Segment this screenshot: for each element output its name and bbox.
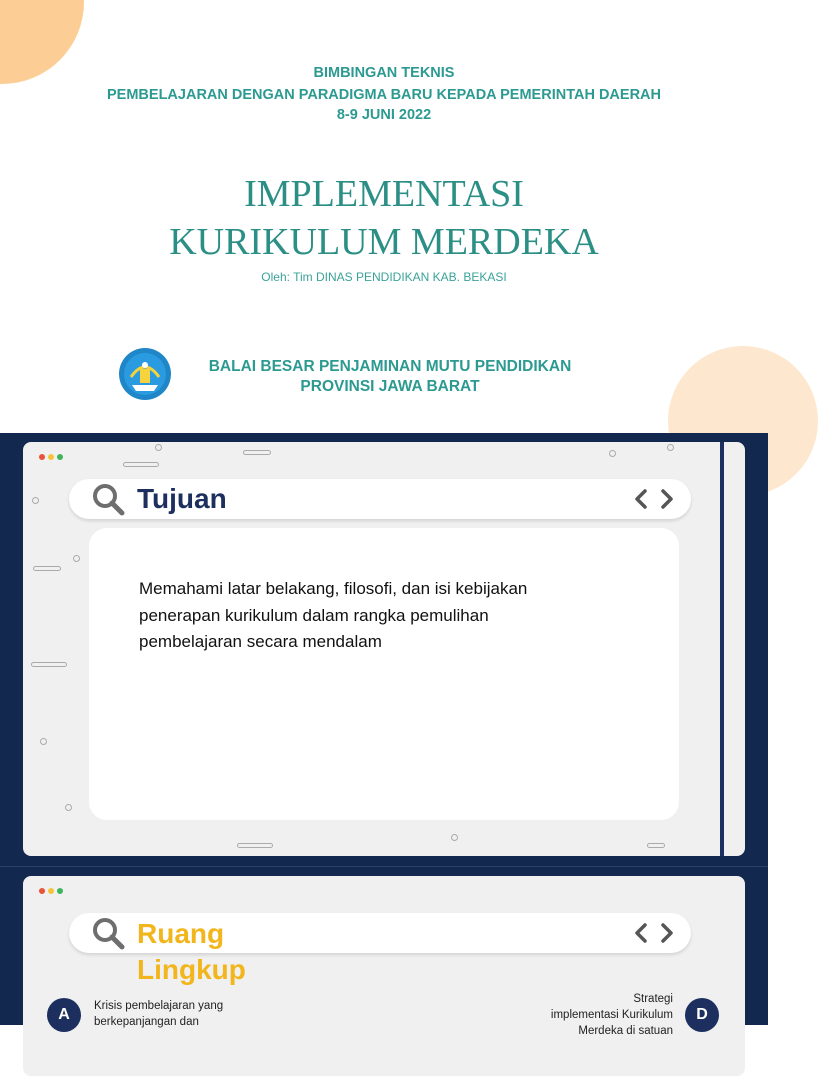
content-card [89,528,679,820]
scope-item-d-line3: Merdeka di satuan [578,1025,673,1037]
header-event-topic: PEMBELAJARAN DENGAN PARADIGMA BARU KEPADA PEMERINTAH DAERAH [107,87,661,103]
browser-window [23,876,745,1076]
section-title-line2: Lingkup [137,954,246,985]
minimize-dot-icon[interactable] [48,454,54,460]
decor-pill [647,843,665,848]
decor-circle [32,497,39,504]
scope-slide [0,866,768,1037]
objective-text: Memahami latar belakang, filosofi, dan isi kebijakan penerapan kurikulum dalam rangka pemulihan pembelajaran secara mendalam [139,579,528,651]
institution-name-line1: BALAI BESAR PENJAMINAN MUTU PENDIDIKAN [208,358,572,375]
slide-title-line2: KURIKULUM MERDEKA [169,221,599,263]
search-bar[interactable] [69,479,691,519]
decor-pill [33,566,61,571]
scope-item-a [94,998,254,1030]
window-controls [39,454,63,460]
chevron-left-icon[interactable] [633,488,649,510]
decor-circle [451,834,458,841]
decor-circle [65,804,72,811]
section-title-line1: Ruang [137,918,225,949]
institution-name-line2: PROVINSI JAWA BARAT [300,378,480,395]
maximize-dot-icon[interactable] [57,454,63,460]
header-event-name: BIMBINGAN TEKNIS [313,65,455,81]
window-controls [39,888,63,894]
scope-item-d-line2: implementasi Kurikulum [550,1009,673,1021]
scrollbar[interactable] [720,442,724,856]
title-slide [0,0,768,433]
search-icon [91,482,125,516]
chevron-left-icon[interactable] [633,922,649,944]
scope-item-d [511,991,673,1039]
scope-item-a-line2: berkepanjangan dan [94,1016,199,1028]
author-subtitle: Oleh: Tim DINAS PENDIDIKAN KAB. BEKASI [261,270,507,284]
section-title: Tujuan [137,483,227,514]
decor-circle [40,738,47,745]
close-dot-icon[interactable] [39,888,45,894]
badge-d: D [685,998,719,1032]
decor-circle [609,450,616,457]
slide-title-line1: IMPLEMENTASI [244,173,524,215]
decor-circle [667,444,674,451]
decor-pill [123,462,159,467]
decor-pill [243,450,271,455]
decor-circle [73,555,80,562]
browser-window [23,442,745,856]
scope-item-d-line1: Strategi [633,993,673,1005]
chevron-right-icon[interactable] [659,488,675,510]
objective-slide [0,433,768,866]
scope-item-a-line1: Krisis pembelajaran yang [94,1000,224,1012]
section-title [137,916,246,988]
badge-a: A [47,998,81,1032]
header-event-date: 8-9 JUNI 2022 [336,107,432,123]
decor-pill [237,843,273,848]
tut-wuri-handayani-logo-icon [118,347,172,401]
chevron-right-icon[interactable] [659,922,675,944]
decor-circle [155,444,162,451]
decor-pill [31,662,67,667]
close-dot-icon[interactable] [39,454,45,460]
maximize-dot-icon[interactable] [57,888,63,894]
search-icon [91,916,125,950]
minimize-dot-icon[interactable] [48,888,54,894]
